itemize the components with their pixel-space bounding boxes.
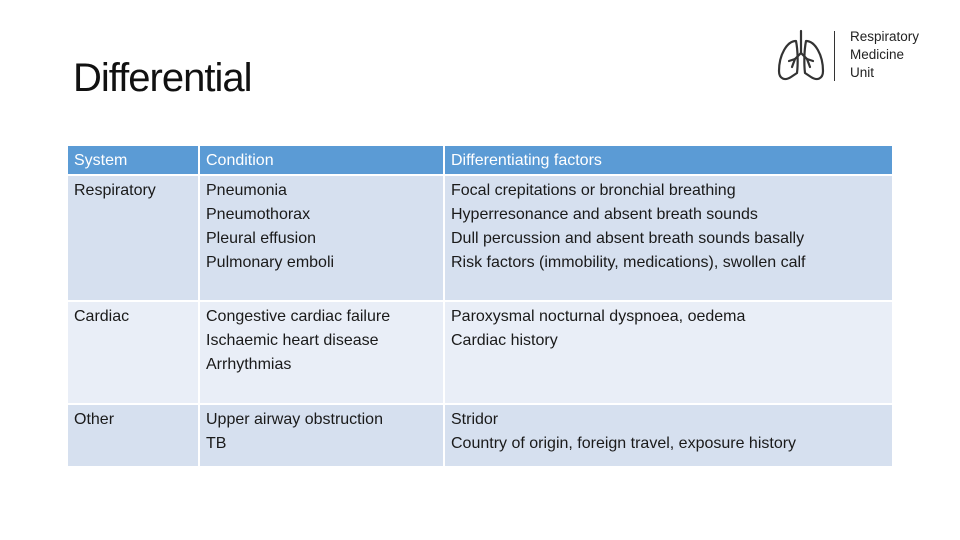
condition-item: TB: [206, 435, 227, 452]
logo-line: Unit: [850, 65, 875, 80]
page-title: Differential: [73, 56, 252, 100]
condition-item: Pleural effusion: [206, 230, 316, 247]
system-label: Other: [74, 411, 115, 428]
header-system: System: [68, 146, 198, 174]
header-condition: Condition: [200, 146, 443, 174]
logo-text: [850, 28, 919, 82]
factor-item: Stridor: [451, 411, 499, 428]
cell-factors: [445, 176, 892, 300]
table-row: [68, 176, 892, 300]
cell-conditions: [200, 405, 443, 466]
factor-item: Risk factors (immobility, medications), swollen calf: [451, 254, 806, 271]
factor-item: Paroxysmal nocturnal dyspnoea, oedema: [451, 308, 746, 325]
factor-item: Dull percussion and absent breath sounds basally: [451, 230, 805, 247]
cell-system: [68, 405, 198, 466]
condition-item: Upper airway obstruction: [206, 411, 383, 428]
cell-conditions: [200, 176, 443, 300]
lungs-icon: [775, 27, 827, 85]
logo-line: Respiratory: [850, 29, 920, 44]
logo-divider: [834, 31, 835, 81]
table-header-row: [68, 146, 892, 174]
logo-line: Medicine: [850, 47, 905, 62]
condition-item: Pulmonary emboli: [206, 254, 335, 271]
condition-item: Pneumothorax: [206, 206, 311, 223]
system-label: Cardiac: [74, 308, 130, 325]
condition-item: Ischaemic heart disease: [206, 332, 379, 349]
system-label: Respiratory: [74, 182, 156, 199]
cell-conditions: [200, 302, 443, 403]
differential-table: [66, 144, 894, 468]
condition-item: Arrhythmias: [206, 356, 292, 373]
cell-factors: [445, 302, 892, 403]
header-factors: Differentiating factors: [445, 146, 892, 174]
table-row: [68, 405, 892, 466]
condition-item: Pneumonia: [206, 182, 287, 199]
table-row: [68, 302, 892, 403]
factor-item: Hyperresonance and absent breath sounds: [451, 206, 758, 223]
factor-item: Focal crepitations or bronchial breathing: [451, 182, 736, 199]
cell-system: [68, 176, 198, 300]
condition-item: Congestive cardiac failure: [206, 308, 391, 325]
factor-item: Cardiac history: [451, 332, 558, 349]
factor-item: Country of origin, foreign travel, exposure history: [451, 435, 797, 452]
logo: [775, 27, 935, 87]
cell-system: [68, 302, 198, 403]
cell-factors: [445, 405, 892, 466]
